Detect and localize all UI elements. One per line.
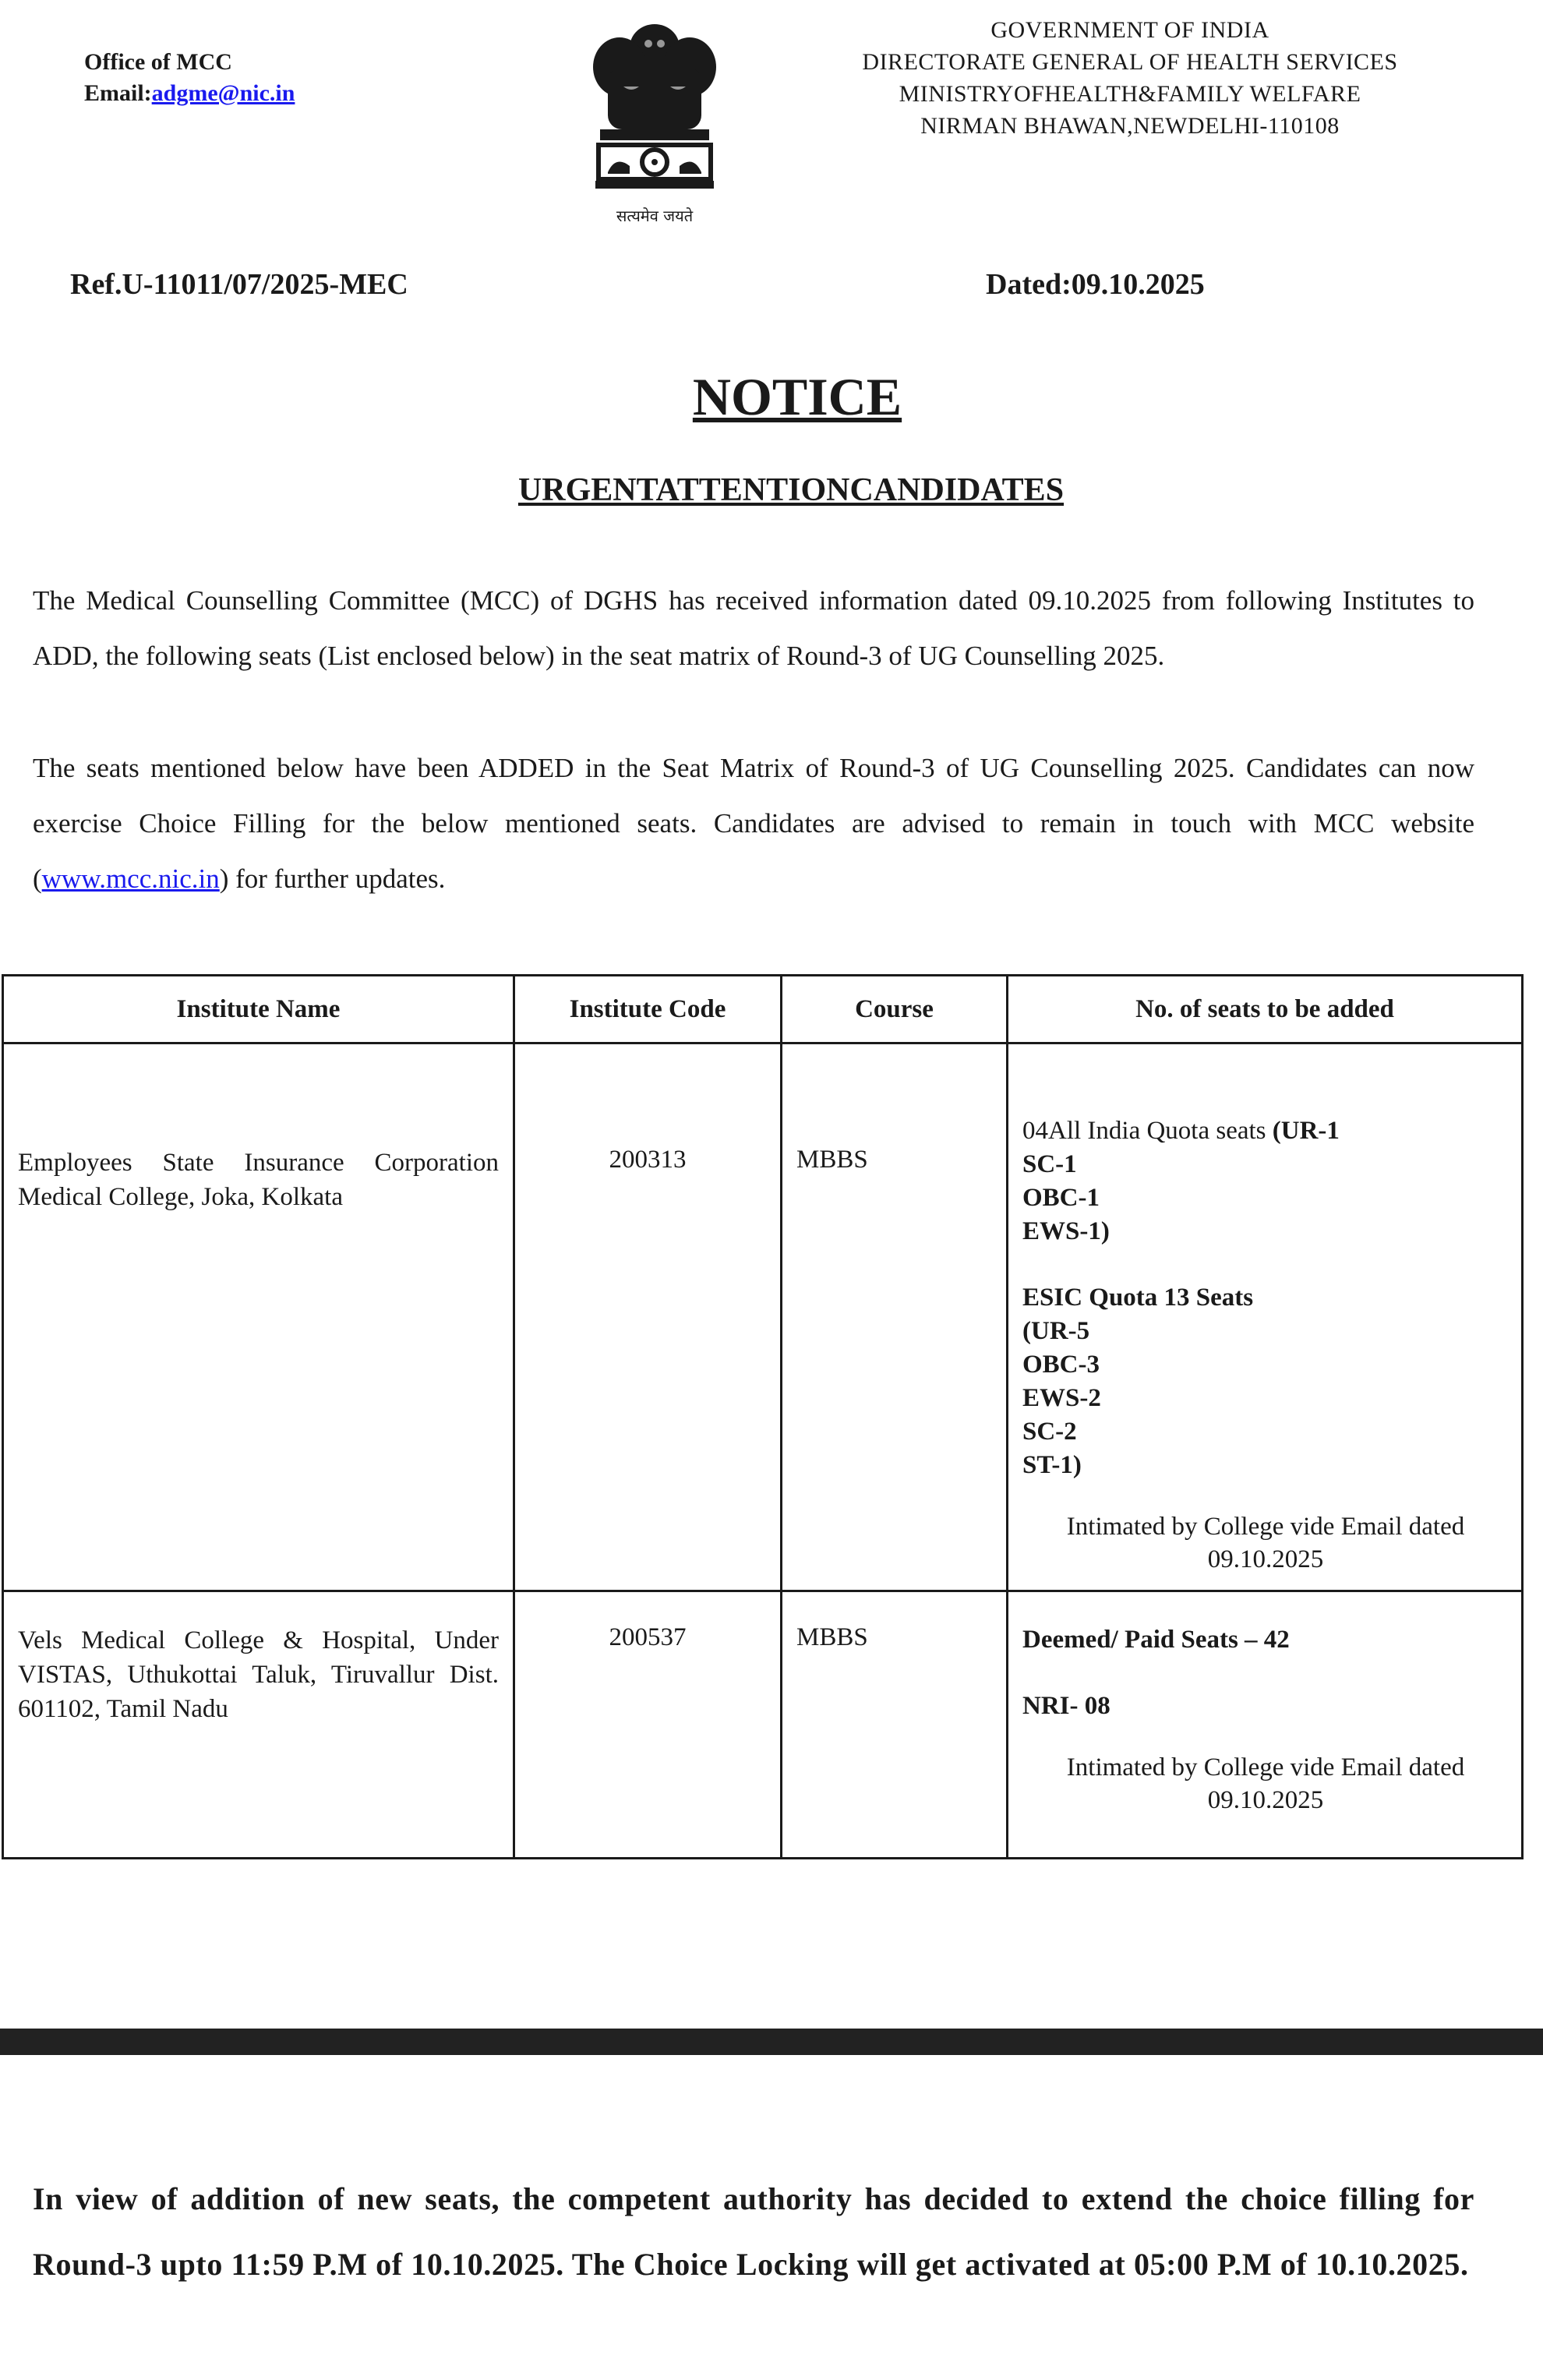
institute-code: 200313 bbox=[514, 1043, 782, 1591]
table-row bbox=[3, 1591, 1523, 1859]
mcc-website-link[interactable]: www.mcc.nic.in bbox=[41, 863, 220, 894]
header-institute-name: Institute Name bbox=[3, 976, 514, 1043]
gov-line: NIRMAN BHAWAN,NEWDELHI-110108 bbox=[920, 113, 1340, 139]
intimation-note: Intimated by College vide Email dated 09.10.2025 bbox=[1066, 1513, 1465, 1573]
office-email: Email:adgme@nic.in bbox=[84, 80, 295, 106]
esic-category: ST-1) bbox=[1022, 1451, 1082, 1479]
page-divider bbox=[0, 2029, 1543, 2055]
intimation-note: Intimated by College vide Email dated 09.10.2025 bbox=[1066, 1753, 1465, 1814]
seats-to-add bbox=[1008, 1591, 1523, 1859]
intro-paragraph: The Medical Counselling Committee (MCC) of DGHS has received information dated 09.10.2025 from following Institutes to ADD, the following seats (List enclosed below) in the seat matrix of Round-3 of UG Counselling 2025. bbox=[33, 585, 1474, 671]
office-block bbox=[84, 47, 295, 109]
aiq-category: OBC-1 bbox=[1022, 1184, 1100, 1212]
government-header bbox=[787, 14, 1473, 142]
institute-name: Vels Medical College & Hospital, Under VISTAS, Uthukottai Taluk, Tiruvallur Dist. 601102, Tamil Nadu bbox=[3, 1591, 514, 1859]
header-seats-added: No. of seats to be added bbox=[1008, 976, 1523, 1043]
table-header-row bbox=[3, 976, 1523, 1043]
esic-category: EWS-2 bbox=[1022, 1384, 1101, 1412]
svg-text:सत्यमेव जयते: सत्यमेव जयते bbox=[616, 207, 694, 225]
table-row bbox=[3, 1043, 1523, 1591]
aiq-line: 04All India Quota seats (UR-1 bbox=[1022, 1117, 1340, 1145]
seats-table bbox=[2, 974, 1524, 1859]
esic-category: OBC-3 bbox=[1022, 1351, 1100, 1379]
state-emblem-icon bbox=[577, 12, 733, 231]
header-course: Course bbox=[782, 976, 1008, 1043]
extension-note: In view of addition of new seats, the competent authority has decided to extend the choice filling for Round-3 upto 11:59 P.M of 10.10.2025. The Choice Locking will get activated at 05:00 P.M of 10.10.2025. bbox=[33, 2181, 1474, 2282]
esic-category: SC-2 bbox=[1022, 1418, 1077, 1446]
gov-line: MINISTRYOFHEALTH&FAMILY WELFARE bbox=[899, 81, 1361, 107]
deemed-seats: Deemed/ Paid Seats – 42 bbox=[1022, 1626, 1290, 1654]
esic-category: (UR-5 bbox=[1022, 1317, 1090, 1345]
date: Dated:09.10.2025 bbox=[986, 268, 1205, 301]
course: MBBS bbox=[782, 1591, 1008, 1859]
esic-quota-title: ESIC Quota 13 Seats bbox=[1022, 1284, 1254, 1312]
aiq-category: SC-1 bbox=[1022, 1150, 1077, 1178]
institute-code: 200537 bbox=[514, 1591, 782, 1859]
nri-seats: NRI- 08 bbox=[1022, 1692, 1110, 1720]
office-name: Office of MCC bbox=[84, 49, 232, 75]
gov-line: DIRECTORATE GENERAL OF HEALTH SERVICES bbox=[862, 49, 1398, 75]
notice-title: NOTICE bbox=[692, 367, 902, 426]
institute-name: Employees State Insurance Corporation Medical College, Joka, Kolkata bbox=[3, 1043, 514, 1591]
urgent-title: URGENTATTENTIONCANDIDATES bbox=[517, 472, 1065, 508]
reference-number: Ref.U-11011/07/2025-MEC bbox=[70, 268, 408, 301]
aiq-category: EWS-1) bbox=[1022, 1217, 1110, 1245]
course: MBBS bbox=[782, 1043, 1008, 1591]
seats-added-paragraph: The seats mentioned below have been ADDED in the Seat Matrix of Round-3 of UG Counselling 2025. Candidates can now exercise Choice Filling for the below mentioned seats. Candidates are advised to remain in touch with MCC website (www.mcc.nic.in) for further updates. bbox=[33, 753, 1474, 894]
header-institute-code: Institute Code bbox=[514, 976, 782, 1043]
seats-to-add bbox=[1008, 1043, 1523, 1591]
email-link[interactable]: adgme@nic.in bbox=[151, 80, 295, 106]
gov-line: GOVERNMENT OF INDIA bbox=[990, 17, 1269, 43]
